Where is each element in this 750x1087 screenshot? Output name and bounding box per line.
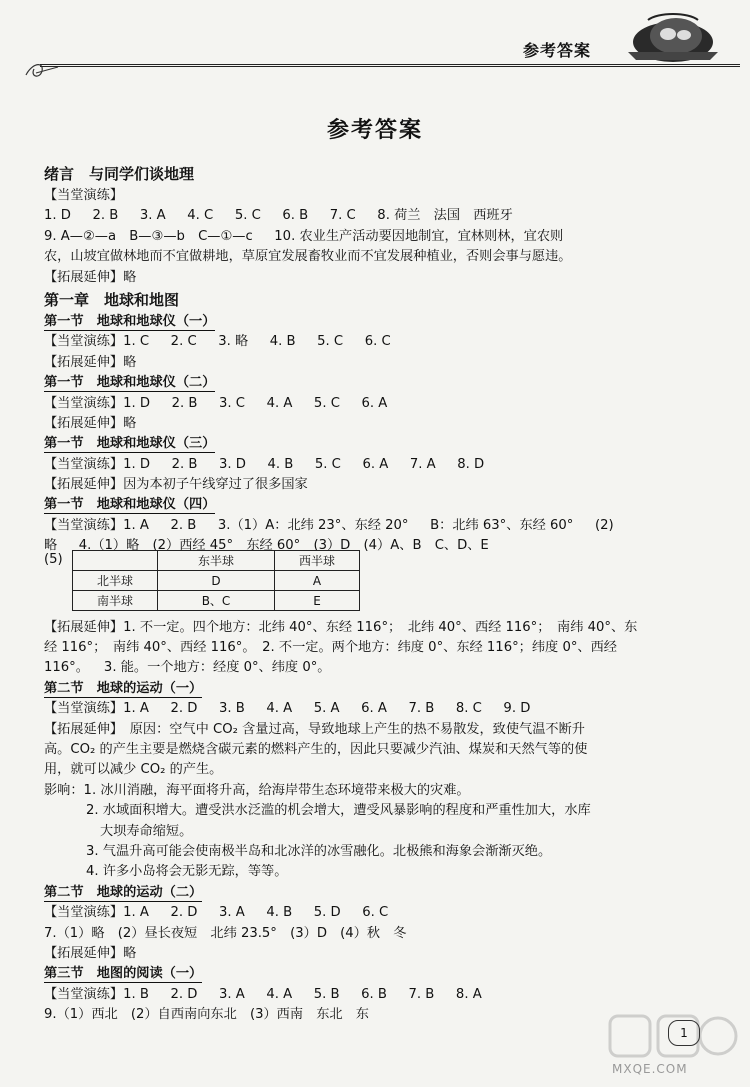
answer-line: 略 4.（1）略 (2）西经 45° 东经 60° (3）D (4）A、B C、D、E (44, 538, 489, 554)
answer-line: 【当堂演练】1. A 2. D 3. A 4. B 5. D 6. C (44, 905, 389, 921)
impact-line: 2. 水域面积增大。遭受洪水泛滥的机会增大，遭受风暴影响的程度和严重性加大，水库 (86, 803, 591, 819)
table-row (73, 591, 360, 611)
subsection-heading: 第一节 地球和地球仪（三） (44, 436, 216, 452)
extension-line: 经 116°； 南纬 40°、西经 116°。 2. 不一定。两个地方：纬度 0°、东经 116°；纬度 0°、西经 (44, 640, 617, 656)
page-header (0, 0, 750, 80)
document-title: 参考答案 (326, 118, 423, 143)
extension-line: 【拓展延伸】1. 不一定。四个地方：北纬 40°、东经 116°； 北纬 40°、西经 116°； 南纬 40°、东 (44, 619, 638, 635)
answer-line: 【当堂演练】1. A 2. D 3. B 4. A 5. A 6. A 7. B 8. C 9. D (44, 701, 531, 717)
ornament-mask-icon (618, 8, 728, 66)
extension-line: 用，就可以减少 CO₂ 的产生。 (44, 762, 223, 778)
impact-line: 3. 气温升高可能会使南极半岛和北冰洋的冰雪融化。北极熊和海象会渐渐灭绝。 (86, 843, 552, 859)
answer-line: 农，山坡宜做林地而不宜做耕地，草原宜发展畜牧业而不宜发展种植业，否则会事与愿违。 (44, 249, 572, 265)
table-cell: D (158, 571, 275, 591)
table-cell: 南半球 (73, 591, 158, 611)
extension-line: 【拓展延伸】略 (44, 945, 137, 961)
table-cell: B、C (158, 591, 275, 611)
answer-line: 【当堂演练】1. D 2. B 3. D 4. B 5. C 6. A 7. A 8. D (44, 456, 485, 472)
answer-line: 9. A—②—a B—③—b C—①—c 10. 农业生产活动要因地制宜，宜林则林，宜农则 (44, 228, 564, 244)
practice-label: 【当堂演练】 (44, 188, 124, 203)
extension-line: 【拓展延伸】略 (44, 415, 137, 431)
impact-line: 影响：1. 冰川消融，海平面将升高，给海岸带生态环境带来极大的灾难。 (44, 782, 470, 798)
subsection-heading: 第二节 地球的运动（二） (44, 884, 203, 900)
answer-line: 7.（1）略 (2）昼长夜短 北纬 23.5° (3）D (4）秋 冬 (44, 925, 407, 941)
answer-line: 【当堂演练】1. B 2. D 3. A 4. A 5. B 6. B 7. B 8. A (44, 986, 482, 1002)
answer-line: 9.（1）西北 (2）自西南向东北 (3）西南 东北 东 (44, 1007, 369, 1023)
subsection-heading: 第一节 地球和地球仪（二） (44, 375, 216, 391)
answer-line: 【当堂演练】1. A 2. B 3.（1）A：北纬 23°、东经 20° B：北纬 63°、东经 60° (2) (44, 517, 614, 533)
table-header-cell: 西半球 (275, 551, 360, 571)
answer-line: 1. D 2. B 3. A 4. C 5. C 6. B 7. C 8. 荷兰 法国 西班牙 (44, 208, 513, 224)
watermark-text: MXQE.COM (612, 1062, 688, 1076)
table-header-row (73, 551, 360, 571)
subsection-heading: 第一节 地球和地球仪（一） (44, 313, 216, 329)
extension-line: 【拓展延伸】略 (44, 354, 137, 370)
extension-line: 【拓展延伸】 原因：空气中 CO₂ 含量过高，导致地球上产生的热不易散发，致使气温不断升 (44, 721, 585, 737)
section-heading: 绪言 与同学们谈地理 (44, 165, 195, 183)
extension-line: 高。CO₂ 的产生主要是燃烧含碳元素的燃料产生的，因此只要减少汽油、煤炭和天然气等的使 (44, 741, 588, 757)
subsection-heading: 第二节 地球的运动（一） (44, 680, 203, 696)
extension-line: 【拓展延伸】因为本初子午线穿过了很多国家 (44, 477, 308, 493)
hemisphere-table (72, 550, 360, 611)
answer-line: 【当堂演练】1. D 2. B 3. C 4. A 5. C 6. A (44, 395, 388, 411)
table-header-cell: 东半球 (158, 551, 275, 571)
table-cell: E (275, 591, 360, 611)
extension-line: 【拓展延伸】略 (44, 269, 137, 285)
header-title: 参考答案 (523, 41, 592, 60)
impact-line: 大坝寿命缩短。 (100, 823, 193, 839)
answer-line: 【当堂演练】1. C 2. C 3. 略 4. B 5. C 6. C (44, 334, 391, 350)
chapter-heading: 第一章 地球和地图 (44, 290, 180, 309)
table-cell: 北半球 (73, 571, 158, 591)
table-row (73, 571, 360, 591)
swirl-ornament-icon (22, 55, 62, 85)
impact-line: 4. 许多小岛将会无影无踪，等等。 (86, 864, 288, 880)
table-cell: A (275, 571, 360, 591)
table-header-cell (73, 551, 158, 571)
subsection-heading: 第三节 地图的阅读（一） (44, 966, 203, 982)
extension-line: 116°。 3. 能。一个地方：经度 0°、纬度 0°。 (44, 660, 331, 676)
subsection-heading: 第一节 地球和地球仪（四） (44, 497, 216, 513)
table-label: (5) (44, 552, 63, 567)
page-number: 1 (668, 1020, 700, 1046)
